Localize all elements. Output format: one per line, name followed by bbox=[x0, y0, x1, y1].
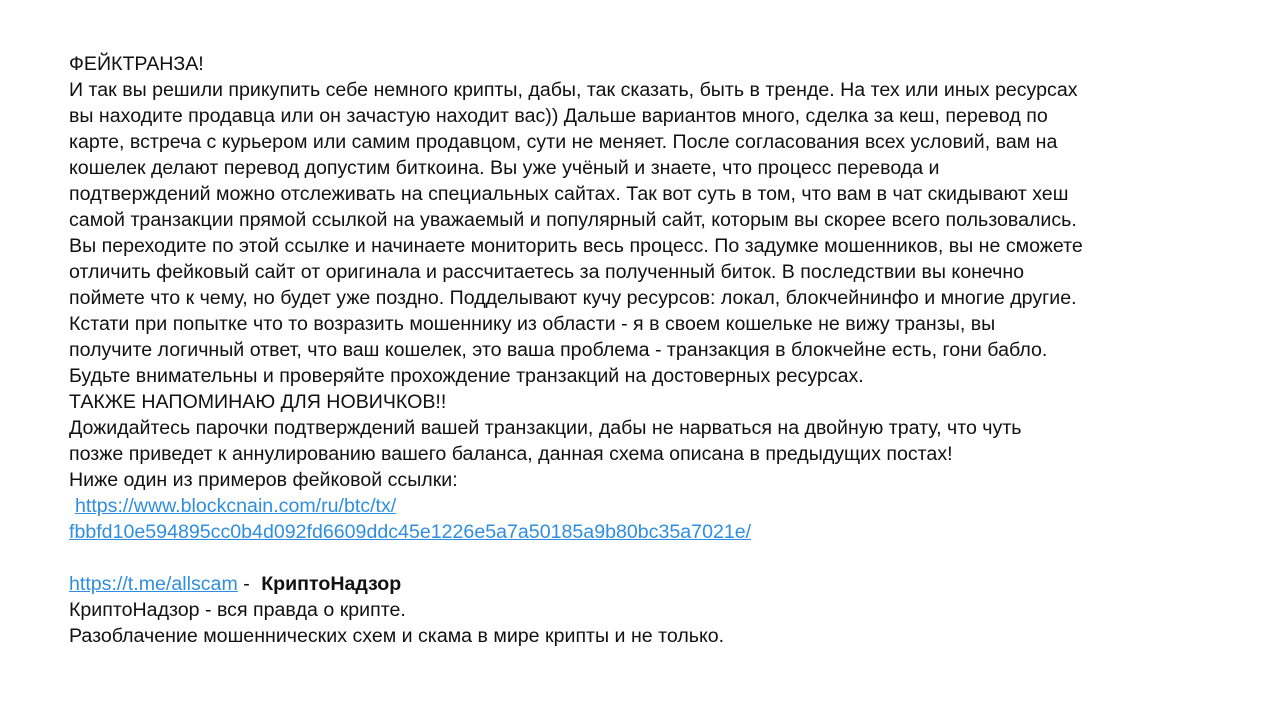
fake-transaction-link[interactable]: https://www.blockcnain.com/ru/btc/tx/ bbox=[75, 495, 397, 517]
paragraph-line: кошелек делают перевод допустим биткоина. Вы уже учёный и знаете, что процесс перевода и bbox=[69, 157, 940, 179]
footer-line: КриптоНадзор - вся правда о крипте. bbox=[69, 599, 406, 621]
paragraph-line: позже приведет к аннулированию вашего баланса, данная схема описана в предыдущих постах! bbox=[69, 443, 953, 465]
fake-transaction-link-hash[interactable]: fbbfd10e594895cc0b4d092fd6609ddc45e1226e5a7a50185a9b80bc35a7021e/ bbox=[69, 521, 752, 543]
paragraph-line: Вы переходите по этой ссылке и начинаете мониторить весь процесс. По задумке мошенников, вы не сможете bbox=[69, 235, 1083, 257]
paragraph-line: получите логичный ответ, что ваш кошелек, это ваша проблема - транзакция в блокчейне есть, гони бабло. bbox=[69, 339, 1048, 361]
post-title: ФЕЙКТРАНЗА! bbox=[69, 53, 204, 75]
paragraph-line: самой транзакции прямой ссылкой на уважаемый и популярный сайт, которым вы скорее всего пользовались. bbox=[69, 209, 1077, 231]
post-body bbox=[69, 51, 1229, 649]
paragraph-line: Ниже один из примеров фейковой ссылки: bbox=[69, 469, 458, 491]
paragraph-line: Будьте внимательны и проверяйте прохождение транзакций на достоверных ресурсах. bbox=[69, 365, 864, 387]
footer-line: Разоблачение мошеннических схем и скама в мире крипты и не только. bbox=[69, 625, 725, 647]
fake-link-line-2 bbox=[69, 519, 1229, 545]
paragraph-line: Дожидайтесь парочки подтверждений вашей транзакции, дабы не нарваться на двойную трату, что чуть bbox=[69, 417, 1022, 439]
section-heading: ТАКЖЕ НАПОМИНАЮ ДЛЯ НОВИЧКОВ!! bbox=[69, 391, 447, 413]
channel-line bbox=[69, 571, 1229, 597]
paragraph-line: вы находите продавца или он зачастую находит вас)) Дальше вариантов много, сделка за кеш, перевод по bbox=[69, 105, 1048, 127]
paragraph-line: Кстати при попытке что то возразить мошеннику из области - я в своем кошельке не вижу транзы, вы bbox=[69, 313, 996, 335]
channel-separator: - bbox=[237, 573, 256, 595]
paragraph-line: карте, встреча с курьером или самим продавцом, сути не меняет. После согласования всех условий, вам на bbox=[69, 131, 1058, 153]
paragraph-line: подтверждений можно отслеживать на специальных сайтах. Так вот суть в том, что вам в чат скидывают хеш bbox=[69, 183, 1069, 205]
spacer bbox=[69, 545, 1229, 571]
paragraph-line: отличить фейковый сайт от оригинала и рассчитаетесь за полученный биток. В последствии вы конечно bbox=[69, 261, 1025, 283]
channel-name: КриптоНадзор bbox=[261, 573, 402, 595]
paragraph-line: И так вы решили прикупить себе немного крипты, дабы, так сказать, быть в тренде. На тех или иных ресурсах bbox=[69, 79, 1078, 101]
paragraph-line: поймете что к чему, но будет уже поздно. Подделывают кучу ресурсов: локал, блокчейнинфо и многие другие. bbox=[69, 287, 1077, 309]
channel-link[interactable]: https://t.me/allscam bbox=[69, 573, 238, 595]
fake-link-line-1 bbox=[69, 493, 1229, 519]
